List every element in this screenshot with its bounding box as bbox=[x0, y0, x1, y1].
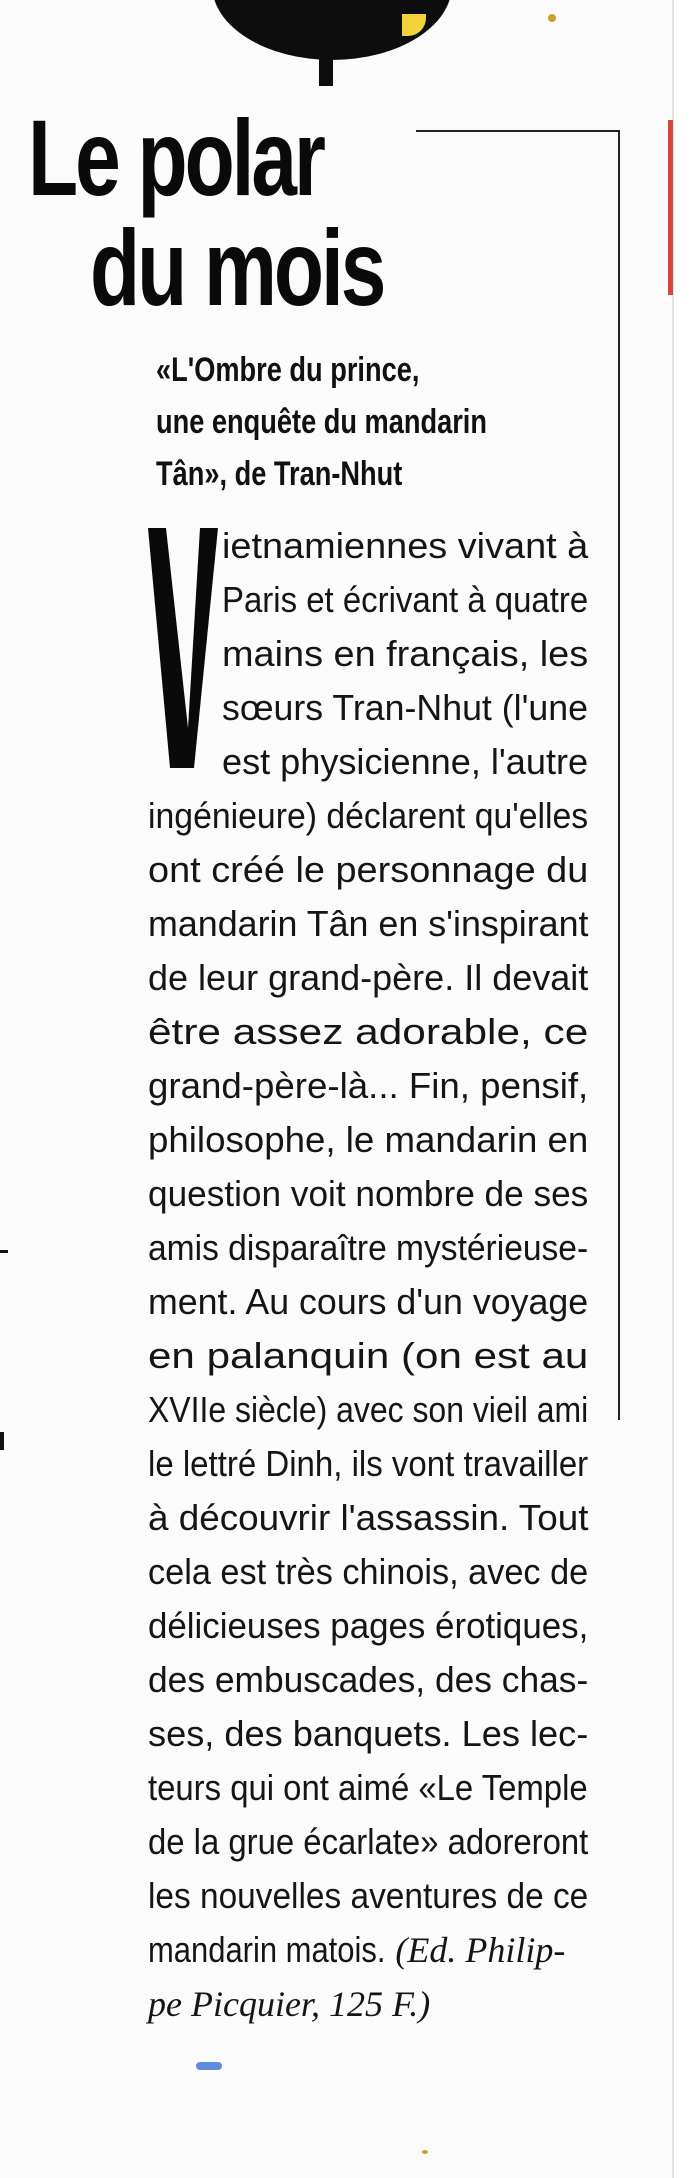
page-title-line-1: Le polar bbox=[28, 97, 323, 218]
print-speck bbox=[422, 2150, 428, 2154]
margin-tick bbox=[0, 1250, 8, 1253]
body-line: mandarin matois. bbox=[148, 1929, 386, 1970]
book-title-line-1: «L'Ombre du prince, bbox=[156, 351, 420, 389]
body-line: philosophe, le mandarin en bbox=[148, 1119, 589, 1160]
body-line: les nouvelles aventures de ce bbox=[148, 1875, 589, 1916]
body-line: délicieuses pages érotiques, bbox=[148, 1605, 589, 1646]
margin-tick bbox=[0, 1432, 4, 1450]
body-line: de la grue écarlate» adoreront bbox=[148, 1821, 589, 1862]
body-line-beside-drop-cap: sœurs Tran-Nhut (l'une bbox=[222, 687, 588, 728]
body-line: ses, des banquets. Les lec- bbox=[148, 1713, 589, 1754]
ink-smudge bbox=[196, 2062, 222, 2070]
body-line: XVIIe siècle) avec son vieil ami bbox=[148, 1389, 589, 1430]
body-line: des embuscades, des chas- bbox=[148, 1659, 589, 1700]
body-line: ingénieure) déclarent qu'elles bbox=[148, 795, 589, 836]
body-line: en palanquin (on est au bbox=[148, 1335, 589, 1376]
body-line: mandarin Tân en s'inspirant bbox=[148, 903, 589, 944]
body-line: être assez adorable, ce bbox=[148, 1011, 589, 1052]
body-line: question voit nombre de ses bbox=[148, 1173, 589, 1214]
body-line: cela est très chinois, avec de bbox=[148, 1551, 589, 1592]
body-line: à découvrir l'assassin. Tout bbox=[148, 1497, 589, 1538]
body-line-beside-drop-cap: Paris et écrivant à quatre bbox=[222, 579, 589, 620]
body-line-beside-drop-cap: est physicienne, l'autre bbox=[222, 741, 589, 782]
body-line: amis disparaître mystérieuse- bbox=[148, 1227, 589, 1268]
body-line: le lettré Dinh, ils vont travailler bbox=[148, 1443, 589, 1484]
book-title-line-3: Tân», de Tran-Nhut bbox=[156, 455, 403, 493]
publisher-credit-line-2: pe Picquier, 125 F.) bbox=[148, 1984, 431, 2024]
publisher-credit: (Ed. Philip- bbox=[395, 1930, 566, 1970]
page-title-line-2: du mois bbox=[90, 207, 384, 328]
book-title-line-2: une enquête du mandarin bbox=[156, 403, 487, 441]
body-line-beside-drop-cap: ietnamiennes vivant à bbox=[222, 525, 589, 566]
print-speck bbox=[548, 14, 556, 22]
body-line-beside-drop-cap: mains en français, les bbox=[222, 633, 589, 674]
body-line: grand-père-là... Fin, pensif, bbox=[148, 1065, 589, 1106]
body-line: ont créé le personnage du bbox=[148, 849, 589, 890]
body-line: teurs qui ont aimé «Le Temple bbox=[148, 1767, 588, 1808]
body-line: ment. Au cours d'un voyage bbox=[148, 1281, 589, 1322]
body-line: de leur grand-père. Il devait bbox=[148, 957, 589, 998]
